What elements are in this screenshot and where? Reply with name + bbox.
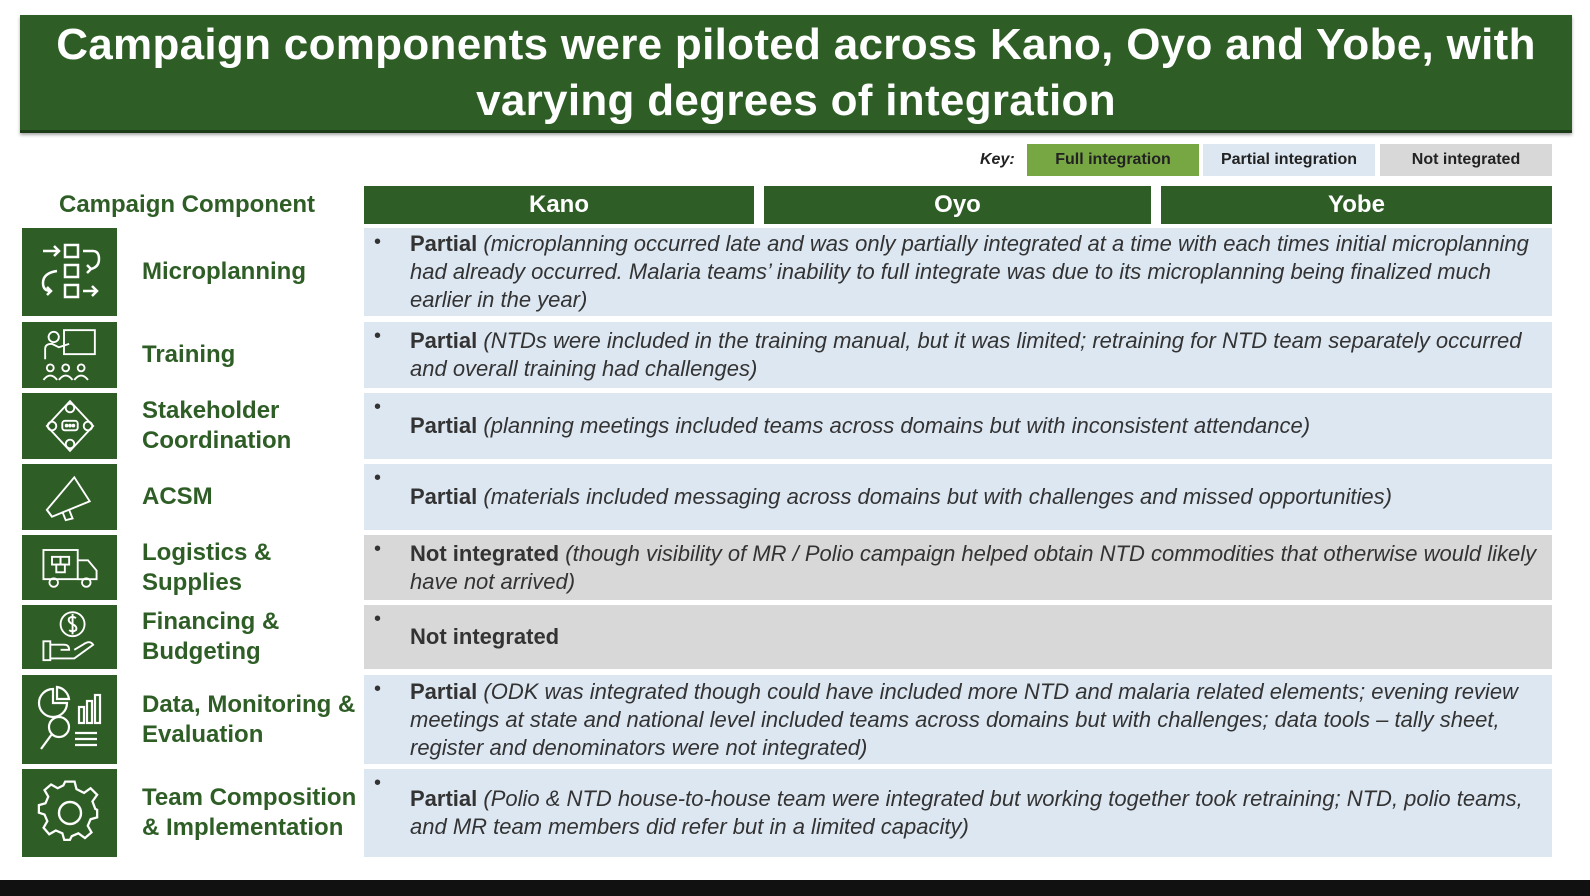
row-status: Partial [410, 786, 478, 811]
delivery-truck-icon [40, 538, 100, 598]
microplanning-flow-icon [35, 237, 105, 307]
training-presenter-icon [40, 325, 100, 385]
row-detail: (ODK was integrated though could have included more NTD and malaria related elements; evening review meetings at state and national level included teams across domains but with challenges; data tools – tally sheet, register and denominators were not integrated) [410, 678, 1518, 760]
table-row: • Partial (planning meetings included teams across domains but with inconsistent attendance) [364, 393, 1552, 459]
row-status: Partial [410, 484, 478, 509]
component-label-team-composition-implementation: Team Composition & Implementation [142, 784, 357, 841]
component-label-training: Training [142, 341, 236, 368]
component-label-data-monitoring-evaluation: Data, Monitoring & Evaluation [142, 690, 356, 748]
row-status: Not integrated [410, 624, 560, 649]
row-icon-box [22, 228, 117, 316]
key-label: Key: [980, 151, 1015, 168]
row-detail: (NTDs were included in the training manual, but it was limited; retraining for NTD team separately occurred and overall training had challenges) [410, 328, 1522, 381]
row-status: Not integrated [410, 540, 560, 566]
state-header-yobe: Yobe [1161, 186, 1552, 224]
component-label-microplanning: Microplanning [142, 258, 306, 285]
table-row: • Partial (Polio & NTD house-to-house team were integrated but working together took retraining; NTD, polio teams, and MR team members did refer but in a limited capacity) [364, 769, 1552, 857]
table-row: • Partial (NTDs were included in the training manual, but it was limited; retraining for NTD team separately occurred and overall training had challenges) [364, 322, 1552, 388]
component-label-acsm: ACSM [142, 483, 213, 510]
row-detail: (Polio & NTD house-to-house team were integrated but working together took retraining; NTD, polio teams, and MR team members did refer but in a limited capacity) [410, 786, 1523, 839]
component-column-header: Campaign Component [59, 191, 315, 218]
state-header-kano: Kano [364, 186, 754, 224]
row-detail: (microplanning occurred late and was only partially integrated at a time with each times initial microplanning had already occurred. Malaria teams’ inability to full integrate was due to its microplanning being finalized much earlier in the year) [410, 231, 1529, 312]
stakeholder-network-icon [40, 396, 100, 456]
row-icon-box [22, 322, 117, 388]
hand-dollar-icon [40, 607, 100, 667]
row-status: Partial [410, 413, 478, 438]
row-status: Partial [410, 678, 478, 704]
row-icon-box [22, 393, 117, 459]
gear-icon [35, 778, 105, 848]
row-detail: (though visibility of MR / Polio campaign helped obtain NTD commodities that otherwise would likely have not arrived) [410, 540, 1537, 594]
component-label-financing-budgeting: Financing & Budgeting [142, 608, 280, 665]
data-magnifier-chart-icon [35, 685, 105, 755]
page-title: Campaign components were piloted across Kano, Oyo and Yobe, with varying degrees of integration [56, 19, 1536, 125]
row-status: Partial [410, 231, 478, 256]
row-icon-box [22, 605, 117, 669]
component-label-stakeholder-coordination: Stakeholder Coordination [142, 397, 292, 454]
row-icon-box [22, 464, 117, 530]
table-row: • Not integrated [364, 605, 1552, 669]
row-detail: (materials included messaging across domains but with challenges and missed opportunities) [483, 484, 1392, 509]
row-status: Partial [410, 328, 478, 353]
title-banner [20, 15, 1572, 133]
key-full-integration: Full integration [1027, 144, 1199, 176]
state-header-oyo: Oyo [764, 186, 1151, 224]
key-not-integrated: Not integrated [1380, 144, 1552, 176]
row-icon-box [22, 769, 117, 857]
row-icon-box [22, 535, 117, 600]
megaphone-icon [40, 467, 100, 527]
table-row: • Partial (ODK was integrated though could have included more NTD and malaria related elements; evening review meetings at state and national level included teams across domains but with challenges; data tools – tally sheet, register and denominators were not integrated) [364, 675, 1552, 764]
table-row: • Partial (materials included messaging across domains but with challenges and missed opportunities) [364, 464, 1552, 530]
bottom-edge-bar [0, 880, 1590, 896]
table-row: • Partial (microplanning occurred late and was only partially integrated at a time with each times initial microplanning had already occurred. Malaria teams’ inability to full integrate was due to its microplanning being finalized much earlier in the year) [364, 228, 1552, 316]
key-partial-integration: Partial integration [1203, 144, 1375, 176]
row-detail: (planning meetings included teams across domains but with inconsistent attendance) [483, 413, 1311, 438]
component-label-logistics-supplies: Logistics & Supplies [142, 538, 272, 596]
row-icon-box [22, 675, 117, 764]
table-row: • Not integrated (though visibility of MR / Polio campaign helped obtain NTD commodities that otherwise would likely have not arrived) [364, 535, 1552, 600]
